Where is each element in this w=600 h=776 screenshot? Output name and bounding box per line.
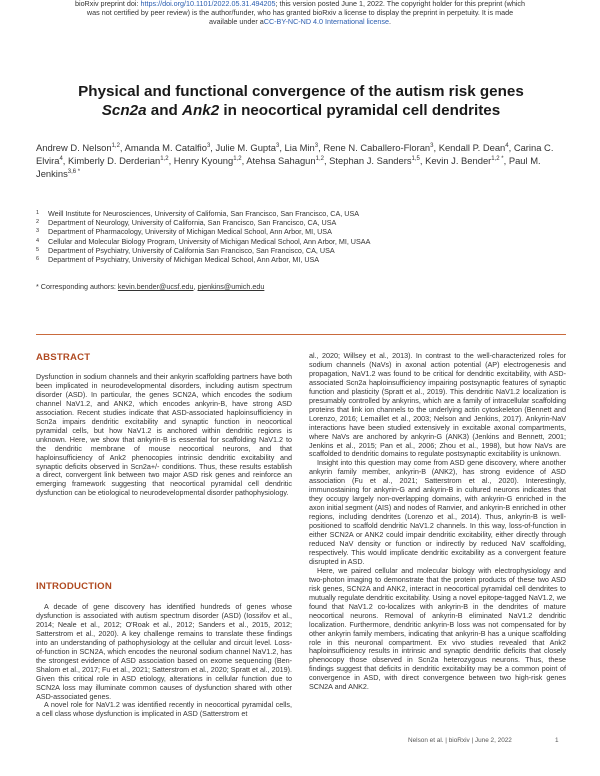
intro-paragraph-1: A decade of gene discovery has identified hundreds of genes whose dysfunction is associated with autism spectrum disorder (ASD) (Iossifov et al., 2014; Neale et al., 2012; O'Roak et al., 2012; Sanders et al., 2015, 2012; Satterstrom et al., 2020). A key challenge remains to translate these findings into an understanding of pathophysiology at the cellular and circuit level. Loss-of-function in SCN2A, which encodes the neuronal sodium channel NaV1.2, has the strongest evidence of ASD association based on exome sequencing (Ben-Shalom et al., 2017; Fu et al., 2021; Satterstrom et al., 2020; Spratt et al., 2019). Given this critical role in ASD etiology, alterations in cellular function due to SCN2A loss may illuminate common causes of dysfunction shared with other ASD-associated genes.: [36, 602, 292, 701]
author-affiliation-marker: 4: [505, 142, 509, 149]
abstract-heading: ABSTRACT: [36, 352, 91, 363]
author-name: Julie M. Gupta: [215, 142, 276, 153]
section-divider: [36, 334, 566, 335]
footer-citation: Nelson et al. | bioRxiv | June 2, 2022: [408, 737, 512, 744]
author-name: Stephan J. Sanders: [329, 155, 412, 167]
affiliation-number: 3: [36, 228, 40, 235]
title-line1: Physical and functional convergence of the autism risk genes: [78, 83, 524, 100]
right-column-body: [309, 352, 566, 692]
affiliation-row: [36, 218, 566, 227]
banner-line3-suffix: .: [388, 16, 391, 26]
intro-paragraph-2: A novel role for NaV1.2 was identified recently in neocortical pyramidal cells, a cell class whose dysfunction is implicated in ASD (Satterstrom et: [36, 700, 292, 719]
introduction-body: [36, 603, 292, 719]
banner-line2: was not certified by peer review) is the author/funder, who has granted bioRxiv a license to display the preprint in perpetuity. It is made: [86, 7, 514, 17]
author-affiliation-marker: 1,2: [111, 142, 120, 149]
right-paragraph-3: Here, we paired cellular and molecular biology with electrophysiology and two-photon imaging to demonstrate that the protein products of these two ASD risk genes, SCN2A and ANK2, interact in neocortical pyramidal cell dendrites to mutually regulate dendritic excitability. Using a novel epitope-tagged NaV1.2, we found that NaV1.2 co-localizes with ankyrin-B in the dendrites of mature neocortical neurons. Removal of ankyrin-B eliminated NaV1.2 dendritic localization. Furthermore, dendritic ankyrin-B loss was not compensated for by other ankyrin family members, indicating that ankyrin-B has a unique scaffolding role in this neuronal compartment. Ex vivo studies revealed that Ank2 haploinsufficiency results in intrinsic and synaptic dendritic deficits that closely phenocopy those observed in Scn2a heterozygous neurons. Thus, these findings suggest that deficits in dendritic excitability may be a common point of convergence in ASD, with direct convergence between two high-risk genes SCN2A and ANK2.: [309, 565, 566, 692]
author-name: Henry Kyoung: [173, 155, 234, 167]
affiliation-text: Cellular and Molecular Biology Program, University of Michigan Medical School, Ann Arbor, MI, USAA: [48, 236, 371, 246]
author-affiliation-marker: 3: [430, 142, 434, 149]
preprint-banner: [60, 0, 540, 26]
author-separator: ,: [168, 155, 174, 167]
introduction-heading: INTRODUCTION: [36, 581, 112, 592]
author-name: Amanda M. Catalfio: [124, 142, 207, 153]
author-separator: ,: [119, 142, 125, 153]
email-separator: ,: [193, 282, 198, 291]
affiliation-list: [36, 209, 566, 264]
author-separator: ,: [419, 155, 426, 167]
banner-prefix: bioRxiv preprint doi:: [74, 0, 141, 8]
author-affiliation-marker: 3: [314, 142, 319, 149]
affiliation-number: 1: [36, 210, 40, 216]
author-separator: ,: [210, 142, 216, 153]
affiliation-text: Weill Institute for Neurosciences, University of California, San Francisco, San Francisco, CA, USA: [48, 209, 360, 218]
title-gene1: Scn2a: [101, 102, 147, 119]
title-line2: in neocortical pyramidal cell dendrites: [219, 102, 501, 119]
author-name: Rene N. Caballero-Floran: [323, 142, 431, 153]
author-affiliation-marker: 3: [275, 142, 280, 149]
author-affiliation-marker: 3,6 *: [67, 169, 81, 176]
author-affiliation-marker: 4: [59, 156, 63, 163]
author-affiliation-marker: 1,2: [233, 156, 242, 163]
author-affiliation-marker: 1,2: [160, 156, 169, 163]
affiliation-row: [36, 237, 566, 246]
author-affiliation-marker: 3: [206, 142, 211, 149]
author-affiliation-marker: 1,2: [315, 156, 324, 163]
author-separator: ,: [508, 142, 514, 153]
affiliation-number: 2: [36, 219, 40, 226]
author-separator: ,: [503, 155, 509, 167]
author-affiliation-marker: 1,5: [411, 156, 420, 163]
author-name: Paul M. Jenkins: [36, 155, 541, 180]
author-name: Kimberly D. Derderian: [68, 155, 161, 167]
author-name: Atehsa Sahagun: [246, 155, 316, 167]
title-gene2: Ank2: [182, 102, 220, 119]
affiliation-row: [36, 246, 566, 255]
author-name: Kevin J. Bender: [425, 155, 492, 167]
affiliation-number: 4: [36, 237, 40, 244]
right-paragraph-2: Insight into this question may come from ASD gene discovery, where another ankyrin family member, ankyrin-B (ANK2), has strong evidence of ASD association (Fu et al., 2021; Satterstrom et al., 2020). Interestingly, immunostaining for ankyrin-G and ankyrin-B in cultured neurons indicates that they occupy largely non-overlapping domains, with ankyrin-G enriched in the axon initial segment (AIS) and nodes of Ranvier, and ankyrin-B enriched in other regions, including dendrites (Lorenzo et al., 2014). Thus, ankyrin-B is well-positioned to scaffold dendritic NaV1.2 channels. In this way, loss-of-function in either SCN2A or ANK2 could impair dendritic excitability, either directly through reduced NaV density or function or indirectly by reduced NaV scaffolding, respectively. This would implicate dendritic excitability as a convergent feature disrupted in ASD.: [309, 458, 566, 566]
author-name: Lia Min: [284, 142, 315, 153]
abstract-text: Dysfunction in sodium channels and their ankyrin scaffolding partners have both been implicated in neurodevelopmental disorders, including autism spectrum disorder (ASD). In particular, the genes SCN2A, which encodes the sodium channel NaV1.2, and ANK2, which encodes ankyrin-B, have strong ASD association. Recent studies indicate that ASD-associated haploinsufficiency in Scn2a impairs dendritic excitability and synaptic function in neocortical pyramidal cells, but how NaV1.2 is anchored within dendritic regions is unknown. Here, we show that ankyrin-B is essential for scaffolding NaV1.2 to the dendritic membrane of mouse neocortical neurons, and that haploinsufficiency of Ank2 phenocopies intrinsic dendritic excitability and synaptic deficits observed in Scn2a+/- conditions. Thus, these results establish a direct, convergent link between two major ASD risk genes and reinforce an emerging framework suggesting that neocortical pyramidal cell dendritic dysfunction can be etiological to neurodevelopmental disorder pathophysiology.: [36, 372, 292, 498]
page-number: 1: [555, 737, 559, 744]
corresponding-label: * Corresponding authors:: [36, 282, 118, 291]
license-link[interactable]: CC-BY-NC-ND 4.0 International license: [263, 16, 389, 26]
author-separator: ,: [279, 142, 285, 153]
affiliation-row: [36, 255, 566, 264]
affiliation-text: Department of Psychiatry, University of California San Francisco, San Francisco, CA, USA: [48, 245, 335, 255]
banner-line3: available under a: [209, 16, 264, 26]
abstract-body: [36, 373, 292, 498]
corresponding-authors: [36, 282, 566, 291]
author-name: Kendall P. Dean: [438, 142, 506, 153]
affiliation-row: [36, 209, 566, 218]
affiliation-text: Department of Psychiatry, University of Michigan Medical School, Ann Arbor, MI, USA: [48, 255, 320, 265]
affiliation-text: Department of Pharmacology, University of Michigan Medical School, Ann Arbor, MI, USA: [48, 227, 332, 237]
affiliation-number: 5: [36, 246, 40, 253]
banner-line1: ; this version posted June 1, 2022. The copyright holder for this preprint (which: [275, 0, 526, 8]
affiliation-number: 6: [36, 256, 40, 263]
author-separator: ,: [318, 142, 324, 153]
right-paragraph-1: al., 2020; Willsey et al., 2013). In contrast to the well-characterized roles for sodium channels (NaVs) in axonal action potential (AP) electrogenesis and propagation, NaV1.2 was found to be critical for dendritic excitability, with ASD-associated Scn2a haploinsufficiency impairing postsynaptic features of synaptic function and plasticity (Spratt et al., 2019). This dendritic NaV1.2 localization is presumably controlled by ankyrins, which are a family of intracellular scaffolding proteins that link ion channels to the underlying actin cytoskeleton (Bennett and Lorenzo, 2016; Lemaillet et al., 2003; Nelson and Jenkins, 2017). Ankyrin-NaV interactions have been studied extensively in excitable axonal compartments, where NaVs are anchored by ankyrin-G (ANK3) (Jenkins and Bennett, 2001; Jenkins et al., 2015; Pan et al., 2006; Zhou et al., 1998), but how NaVs are scaffolded to dendritic domains to regulate postsynaptic excitability is unknown.: [309, 351, 566, 459]
author-separator: ,: [241, 155, 247, 167]
affiliation-row: [36, 227, 566, 236]
author-separator: ,: [433, 142, 439, 153]
doi-link[interactable]: https://doi.org/10.1101/2022.05.31.494205: [140, 0, 276, 8]
author-separator: ,: [323, 155, 330, 167]
author-list: [36, 141, 566, 181]
paper-title: [36, 82, 566, 120]
affiliation-text: Department of Neurology, University of California, San Francisco, San Francisco, CA, USA: [48, 218, 337, 228]
author-separator: ,: [62, 155, 69, 167]
title-and: and: [146, 102, 182, 119]
email-link-bender[interactable]: kevin.bender@ucsf.edu: [117, 282, 194, 291]
author-affiliation-marker: 1,2 *: [491, 156, 504, 163]
author-name: Carina C. Elvira: [36, 142, 554, 167]
author-name: Andrew D. Nelson: [36, 142, 112, 153]
email-link-jenkins[interactable]: pjenkins@umich.edu: [197, 282, 265, 291]
